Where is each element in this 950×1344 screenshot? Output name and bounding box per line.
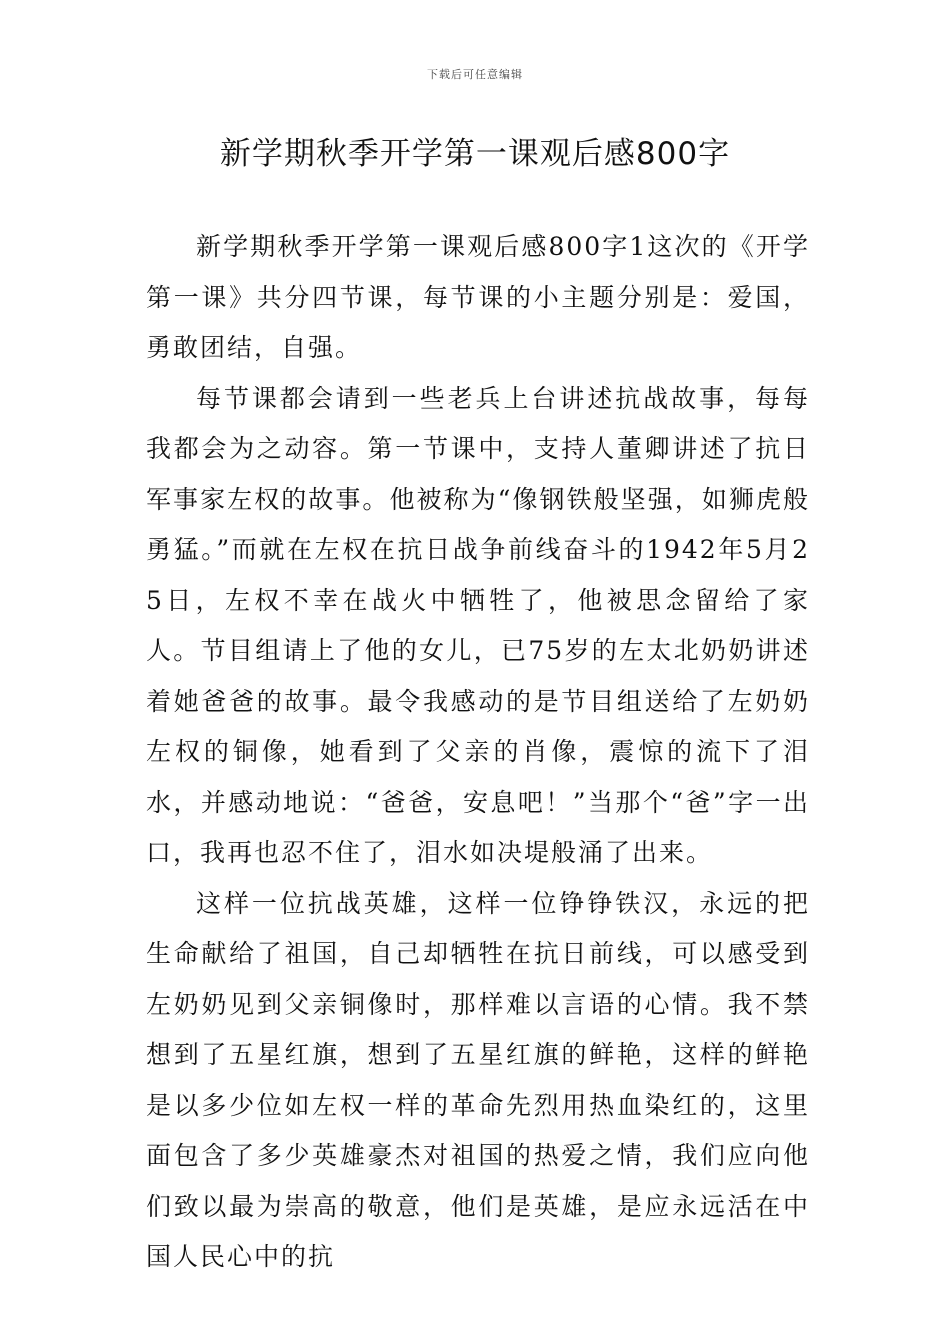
paragraph-2: 每节课都会请到一些老兵上台讲述抗战故事，每每我都会为之动容。第一节课中，支持人董卿讲述了抗日军事家左权的故事。他被称为“像钢铁般坚强，如狮虎般勇猛。”而就在左权在抗日战争前线奋斗的1942年5月25日，左权不幸在战火中牺牲了，他被思念留给了家人。节目组请上了他的女儿，已75岁的左太北奶奶讲述着她爸爸的故事。最令我感动的是节目组送给了左奶奶左权的铜像，她看到了父亲的肖像，震惊的流下了泪水，并感动地说：“爸爸，安息吧！”当那个“爸”字一出口，我再也忍不住了，泪水如决堤般涌了出来。 (146, 383, 810, 867)
paragraph-3: 这样一位抗战英雄，这样一位铮铮铁汉，永远的把生命献给了祖国，自己却牺牲在抗日前线，可以感受到左奶奶见到父亲铜像时，那样难以言语的心情。我不禁想到了五星红旗，想到了五星红旗的鲜艳，这样的鲜艳是以多少位如左权一样的革命先烈用热血染红的，这里面包含了多少英雄豪杰对祖国的热爱之情，我们应向他们致以最为崇高的敬意，他们是英雄，是应永远活在中国人民心中的抗 (146, 888, 810, 1271)
paragraph-1: 新学期秋季开学第一课观后感800字1这次的《开学第一课》共分四节课，每节课的小主题分别是：爱国，勇敢团结，自强。 (146, 232, 810, 362)
header-note: 下载后可任意编辑 (427, 68, 523, 81)
document-title: 新学期秋季开学第一课观后感800字 (219, 136, 731, 172)
document-body (146, 222, 810, 1283)
